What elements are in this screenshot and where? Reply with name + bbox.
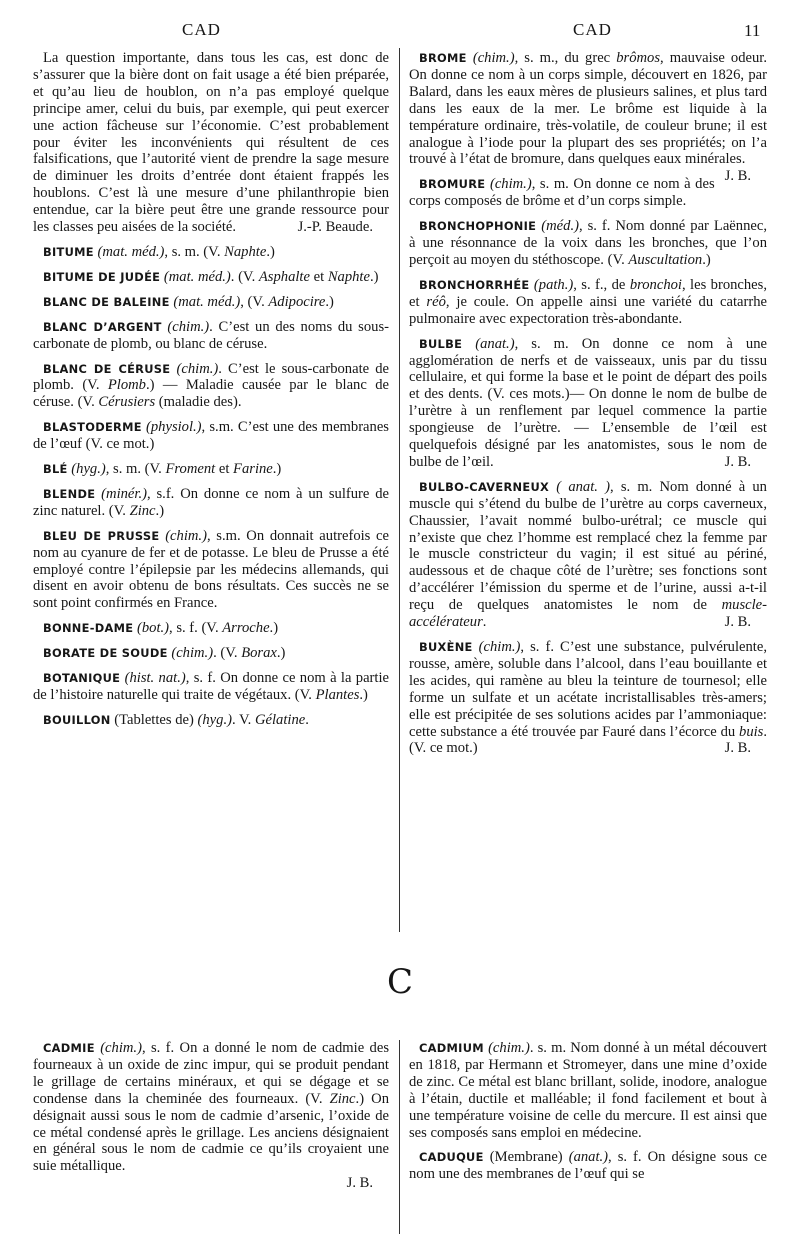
cross-ref: Naphte <box>327 268 370 285</box>
entry-text: .) <box>269 620 279 637</box>
entry-text: et <box>309 268 328 285</box>
category: (path.) <box>533 276 574 293</box>
entry-ble <box>33 461 389 478</box>
headword: BLÉ <box>43 462 68 477</box>
entry-text: , s. m. On donne ce nom à des corps composés de brôme et d’un corps simple. <box>409 176 715 210</box>
entry-bulbo-caverneux <box>409 479 767 631</box>
headword: BLANC D’ARGENT <box>43 319 162 334</box>
headword: BITUME <box>43 244 94 259</box>
entry-bitume <box>33 244 389 261</box>
entry-text: . <box>305 711 309 728</box>
signature: J. B. <box>724 168 751 185</box>
category: (chim.) <box>488 1040 530 1056</box>
entry-text: , s. f. On désigne sous ce nom une des membranes de l’œuf qui se <box>409 1149 768 1183</box>
cross-ref: Cérusiers <box>98 394 156 411</box>
cross-ref: Gélatine <box>254 711 306 728</box>
headword: BITUME DE JUDÉE <box>43 269 161 284</box>
cross-ref: Froment <box>165 461 216 478</box>
entry-text: .) — Maladie causée par le blanc de céruse. (V. <box>33 377 389 411</box>
entry-text: et <box>215 461 234 478</box>
entry-blastoderme <box>33 419 389 453</box>
entry-text: , s. m. On donne ce nom à une agglomération de nerfs et de vaisseaux, unis par du tissu cellulaire, et qui forme la base et le point de départ des poils et des dents. (V. ces mots.)— On donne le nom de bulbe de l’urètre à un renflement par lequel commence la partie spongieuse de l’urètre. — L’ensemble de l’œil est quelquefois désigné par les anatomistes, sous le nom de bulbe de l’œil. <box>409 335 767 470</box>
entry-blende <box>33 486 389 520</box>
page-number: 11 <box>744 21 761 40</box>
cross-ref: Plantes <box>315 687 360 703</box>
headword: BOTANIQUE <box>43 671 121 686</box>
category: (chim.) <box>171 645 214 662</box>
headword: BRONCHOPHONIE <box>419 219 537 234</box>
entry-text: (Tablettes de) <box>110 711 198 728</box>
category: ( anat. ) <box>556 478 610 495</box>
cross-ref: buis <box>739 723 764 740</box>
cross-ref: Zinc <box>329 1090 356 1107</box>
category: (mat. méd.) <box>173 293 241 310</box>
right-column <box>409 50 767 765</box>
cross-ref: Arroche <box>222 620 270 637</box>
headword: BLANC DE CÉRUSE <box>43 361 171 376</box>
headword: CADMIE <box>43 1041 95 1055</box>
left-column <box>33 50 389 737</box>
entry-blanc-d-argent <box>33 319 389 353</box>
entry-text: , s. f. On donne ce nom à la partie de l’histoire naturelle qui traite de végétaux. (V. <box>33 670 389 703</box>
category: (physiol.) <box>146 419 202 436</box>
entry-text: , s. m. Nom donné à un muscle qui s’étend du bulbe de l’urètre au corps caverneux, Chaussier, l’avait nommé bulbo-urétral; ce muscle qui n’existe que chez l’homme est remplacé chez la femme par le muscle constricteur du vagin; il est situé au périné, audessous et de chaque côté de l’urètre; ses fonctions sont d’accélérer l’émission du sperme et de l’urine, aussi a-t-il reçu de quelques anatomistes le nom de <box>409 478 767 614</box>
signature: J. B. <box>724 453 751 470</box>
entry-text: , s. f. (V. <box>169 620 223 637</box>
cross-ref: Auscultation <box>628 251 703 268</box>
entry-text: , s. m., du grec <box>514 50 617 66</box>
entry-text: .) <box>369 268 379 285</box>
entry-bromure <box>409 176 767 210</box>
headword: BROMURE <box>419 177 486 192</box>
entry-bouillon <box>33 712 389 729</box>
entry-bronchophonie <box>409 218 767 269</box>
category: (bot.) <box>136 620 170 637</box>
signature: J. B. <box>724 614 751 631</box>
category: (chim.) <box>472 50 515 66</box>
entry-bleu-de-prusse <box>33 528 389 613</box>
cross-ref: bronchoi <box>629 276 682 293</box>
intro-text: La question importante, dans tous les cas, est donc de s’assurer que la bière dont on fait usage a été bien préparée, et qu’au lieu de houblon, on n’a pas employé quelque principe amer, celui du buis, par exemple, qui peut exercer une action fâcheuse sur l’économie. C’est probablement pour éviter les inconvénients qui résultent de ces falsifications, que l’autorité vient de prendre la sage mesure de diminuer les droits d’entrée dont étaient frappés les houblons. C’est là une mesure d’une philanthropie bien entendue, car la bière peut être une grande ressource pour les classes peu aisées de la société. <box>33 50 389 236</box>
entry-text: . C’est le sous-carbonate de plomb. (V. <box>33 360 389 394</box>
cross-ref: Farine <box>233 461 273 478</box>
category: (anat.) <box>568 1149 609 1166</box>
entry-text: , s. m. (V. <box>105 461 166 478</box>
entry-text: , s. f. Nom donné par Laënnec, à une résonnance de la voix dans les bronches, que l’on perçoit au moyen du stéthoscope. (V. <box>409 218 767 268</box>
headword: CADMIUM <box>419 1041 484 1055</box>
category: (chim.) <box>176 360 219 377</box>
category: (chim.) <box>165 527 207 544</box>
entry-cadmium <box>409 1040 767 1141</box>
entry-text: , s. m. (V. <box>164 243 225 260</box>
category: (anat.) <box>475 335 515 352</box>
entry-text: .) On désignait aussi sous le nom de cadmie d’arsenic, l’oxide de ce métal condensé après le grillage. Les anciens désignaient en général sous le nom de cadmie ce qu’ils croyaient une suie métallique. <box>33 1090 389 1175</box>
headword: BULBO-CAVERNEUX <box>419 479 550 494</box>
entry-bronchorrhee <box>409 277 767 328</box>
column-divider-bottom <box>399 1040 400 1234</box>
intro-paragraph <box>33 50 389 236</box>
entry-text: .) <box>266 243 275 260</box>
column-divider-top <box>399 48 400 932</box>
cross-ref: muscle-accélérateur <box>409 597 767 631</box>
cross-ref: Adipocire <box>268 293 326 310</box>
entry-blanc-de-baleine <box>33 294 389 311</box>
entry-text: , je coule. On appelle ainsi une variété du catarrhe pulmonaire avec expectoration très-abondante. <box>409 293 767 327</box>
entry-bulbe <box>409 336 767 471</box>
cross-ref: brômos <box>616 50 661 66</box>
entry-text: .) <box>155 502 165 519</box>
entry-text: . (V. ce mot.) <box>409 723 767 757</box>
cross-ref: Naphte <box>224 243 267 260</box>
headword: BUXÈNE <box>419 640 473 654</box>
headword: BRONCHORRHÉE <box>419 277 530 292</box>
entry-text: .) <box>359 687 368 703</box>
entry-text: . s. m. Nom donné à un métal découvert en 1818, par Hermann et Stromeyer, dans une mine d’oxide de zinc. Ce métal est blanc brillant, solide, inodore, analogue à l’étain, ductile et malléable; il fond facilement et bout à une température voisine de celle du mercure. Il est ainsi que ses composés sans emploi en médecine. <box>409 1040 767 1141</box>
entry-caduque <box>409 1149 767 1183</box>
headword: BULBE <box>419 336 463 351</box>
headword: BLENDE <box>43 486 96 501</box>
category: (hyg.) <box>197 711 232 728</box>
signature: J. B. <box>346 1175 373 1192</box>
cross-ref: Asphalte <box>258 268 310 285</box>
headword: CADUQUE <box>419 1150 484 1165</box>
entry-text: , (V. <box>240 293 269 310</box>
headword: BLASTODERME <box>43 420 142 435</box>
entry-borate-de-soude <box>33 645 389 662</box>
section-letter-heading: C <box>386 962 413 1002</box>
category: (hyg.) <box>71 461 106 478</box>
entry-blanc-de-ceruse <box>33 361 389 412</box>
entry-text: . (V. <box>230 268 259 285</box>
entry-text: , s.m. On donnait autrefois ce nom au cyanure de fer et de potasse. Le bleu de Prusse a été employé contre l’épilepsie par les médecins allemands, qui disent en avoir obtenu de bons résultats. Ces succès ne se sont point confirmés en France. <box>33 527 390 612</box>
entry-text: (maladie des). <box>155 394 242 411</box>
headword: BORATE DE SOUDE <box>43 646 168 661</box>
entry-text: , mauvaise odeur. On donne ce nom à un corps simple, découvert en 1826, par Balard, dans les eaux mères de plusieurs salines, et plus tard dans les eaux de la mer. Le brôme est liquide à la température ordinaire, très-volatile, de couleur brune; il est analogue à l’iode pour la plupart des ses propriétés; on l’a trouvé à l’état de bromure, dans quelques eaux minérales. <box>409 50 767 168</box>
category: (mat. méd.) <box>97 243 165 260</box>
entry-text: , s. f., de <box>573 276 630 293</box>
entry-text: .) <box>276 645 286 662</box>
entry-text: , s.f. On donne ce nom à un sulfure de zinc naturel. (V. <box>33 485 390 519</box>
signature: J.-P. Beaude. <box>297 219 373 236</box>
headword: BLANC DE BALEINE <box>43 294 170 309</box>
category: (mat. méd.) <box>163 268 231 285</box>
entry-text: (Membrane) <box>483 1149 569 1166</box>
category: (chim.) <box>167 318 210 335</box>
entry-text: .) <box>272 461 282 478</box>
entry-text: . (V. <box>213 645 242 662</box>
entry-text: , s.m. C’est une des membranes de l’œuf (V. ce mot.) <box>33 419 389 453</box>
bottom-right-column <box>409 1040 767 1191</box>
bottom-left-column <box>33 1040 389 1200</box>
category: (méd.) <box>541 218 579 235</box>
cross-ref: Borax <box>241 645 277 662</box>
headword: BLEU DE PRUSSE <box>43 528 160 543</box>
entry-text: .) <box>325 293 334 310</box>
entry-text: . V. <box>231 711 255 728</box>
category: (hist. nat.) <box>124 670 186 687</box>
entry-text: . C’est un des noms du sous-carbonate de plomb, ou blanc de céruse. <box>33 318 389 352</box>
signature: J. B. <box>724 740 751 757</box>
running-header-right: CAD <box>573 20 612 39</box>
entry-cadmie <box>33 1040 389 1192</box>
entry-buxene <box>409 639 767 757</box>
entry-text: , les bronches, et <box>409 276 767 310</box>
cross-ref: Zinc <box>129 502 156 519</box>
category: (chim.) <box>478 639 521 655</box>
category: (minér.) <box>101 485 147 502</box>
running-header-left: CAD <box>182 20 221 39</box>
entry-bonne-dame <box>33 620 389 637</box>
entry-text: . <box>482 614 487 631</box>
headword: BOUILLON <box>43 712 111 727</box>
entry-brome <box>409 50 767 185</box>
cross-ref: réô <box>426 293 446 310</box>
entry-bitume-de-judee <box>33 269 389 286</box>
entry-botanique <box>33 670 389 704</box>
headword: BROME <box>419 51 467 65</box>
category: (chim.) <box>489 176 532 193</box>
headword: BONNE-DAME <box>43 621 134 636</box>
cross-ref: Plomb <box>107 377 146 394</box>
entry-text: , s. f. On a donné le nom de cadmie des fourneaux à un oxide de zinc impur, qui se produit pendant le grillage de certains minéraux, et qui se dégage et se condense dans la cheminée des fourneaux. (V. <box>33 1040 389 1107</box>
entry-text: , s. f. C’est une substance, pulvérulente, rousse, amère, soluble dans l’alcool, dans l’eau bouillante et les acides, qui ramène au bleu la teinture de tournesol; elle forme un sulfate et un acétate incristallisables très-amers; elle est précipitée de ses solutions acides par l’ammoniaque: cette substance a été trouvée par Fauré dans l’écorce du <box>409 639 767 740</box>
category: (chim.) <box>100 1040 142 1056</box>
entry-text: .) <box>702 251 711 268</box>
